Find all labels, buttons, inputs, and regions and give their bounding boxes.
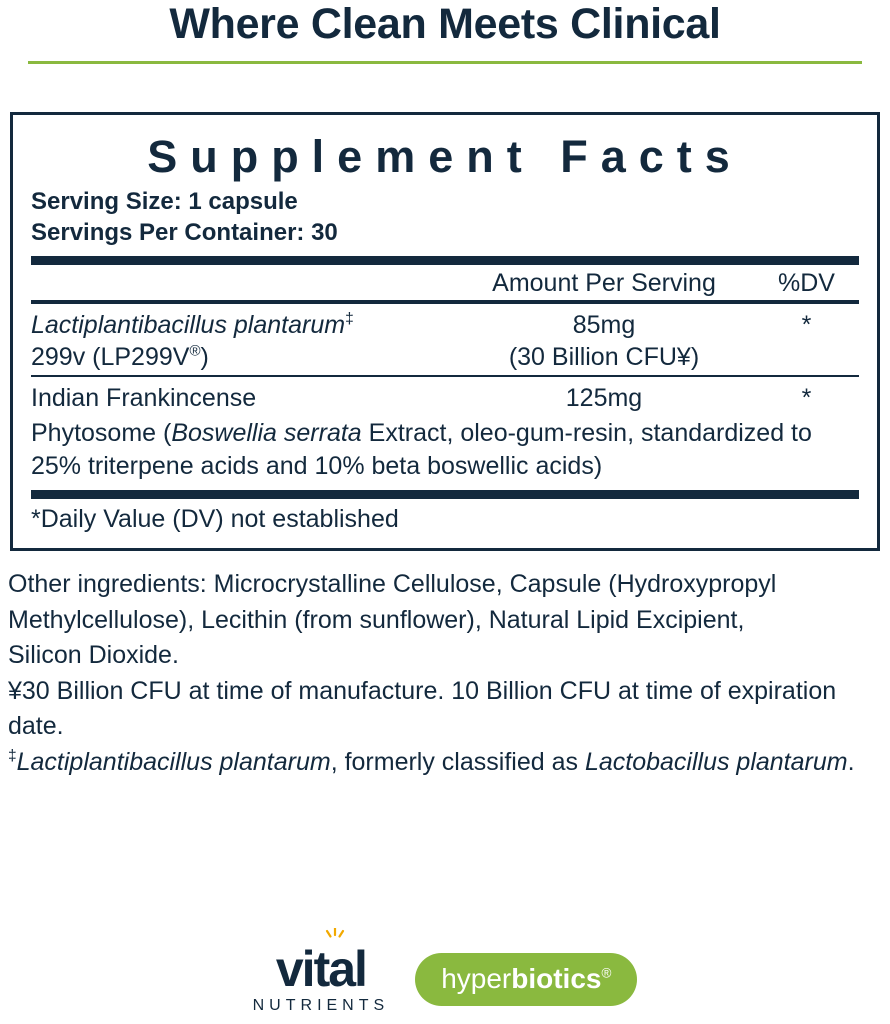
vital-wordmark: [275, 941, 366, 997]
nutrient-name-frankincense: Indian Frankincense: [31, 384, 257, 413]
supplement-facts-panel: [10, 112, 880, 551]
hyperbiotics-logo: [415, 953, 637, 1006]
other-ingredients-line2: Methylcellulose), Lecithin (from sunflower), Natural Lipid Excipient,: [8, 605, 745, 634]
description-post: Extract, oleo-gum-resin, standardized to: [361, 419, 812, 448]
naming-footnote-mid: , formerly classified as: [330, 747, 585, 776]
nutrient-strain-pre: 299v (LP299V: [31, 343, 190, 372]
amount-value: 85mg: [572, 311, 636, 340]
panel-rule-thick-bottom: [31, 490, 859, 499]
header-amount-per-serving: Amount Per Serving: [492, 269, 716, 298]
description-botanical-name: Boswellia serrata: [171, 419, 362, 448]
nutrient-amount-frankincense: 125mg: [565, 384, 643, 413]
other-ingredients-block: [8, 567, 882, 780]
brand-logos: [0, 941, 890, 1014]
servings-per-container: Servings Per Container: 30: [31, 218, 338, 246]
nutrient-dv-probiotic: *: [801, 311, 812, 340]
table-row: [31, 304, 859, 375]
vital-wordmark-text: vital: [275, 941, 366, 997]
description-pre: Phytosome (: [31, 419, 172, 448]
naming-footnote: [8, 745, 882, 781]
serving-size: Serving Size: 1 capsule: [31, 187, 298, 215]
nutrient-name-dagger: ‡: [345, 311, 354, 328]
hyperbiotics-biotics: biotics: [511, 962, 602, 994]
other-ingredients-line1: Other ingredients: Microcrystalline Cellulose, Capsule (Hydroxypropyl: [8, 570, 777, 599]
nutrient-strain-post: ): [200, 343, 209, 372]
daily-value-footnote: *Daily Value (DV) not established: [31, 505, 399, 534]
table-header-row: [31, 265, 859, 300]
naming-footnote-end: .: [847, 747, 855, 776]
sunburst-icon: [324, 928, 346, 944]
nutrient-dv-frankincense: *: [801, 384, 812, 413]
nutrient-description-line2: 25% triterpene acids and 10% beta boswellic acids): [31, 452, 603, 481]
naming-footnote-new-name: Lactiplantibacillus plantarum: [16, 747, 331, 776]
registered-mark-icon: ®: [601, 965, 612, 981]
nutrient-amount-probiotic: [454, 309, 754, 373]
panel-title: Supplement Facts: [147, 131, 743, 183]
nutrient-name-italic: Lactiplantibacillus plantarum: [31, 311, 346, 340]
vital-nutrients-logo: [252, 941, 390, 1014]
hyperbiotics-hyper: hyper: [441, 962, 512, 994]
page-headline: Where Clean Meets Clinical: [169, 0, 721, 48]
nutrient-description-line1: [31, 416, 859, 449]
amount-cfu: (30 Billion CFU¥): [508, 343, 700, 372]
panel-rule-thick-top: [31, 256, 859, 265]
other-ingredients-line3: Silicon Dioxide.: [8, 641, 179, 670]
table-row: [31, 377, 859, 416]
registered-mark-icon: ®: [189, 343, 201, 360]
naming-footnote-old-name: Lactobacillus plantarum: [584, 747, 848, 776]
header-percent-dv: %DV: [778, 269, 835, 298]
nutrient-name-probiotic: [31, 309, 454, 373]
headline-divider: [28, 61, 862, 64]
vital-nutrients-subtext: NUTRIENTS: [252, 997, 390, 1014]
cfu-footnote: ¥30 Billion CFU at time of manufacture. 10 Billion CFU at time of expiration date.: [8, 676, 837, 741]
naming-footnote-dagger: ‡: [8, 747, 17, 765]
